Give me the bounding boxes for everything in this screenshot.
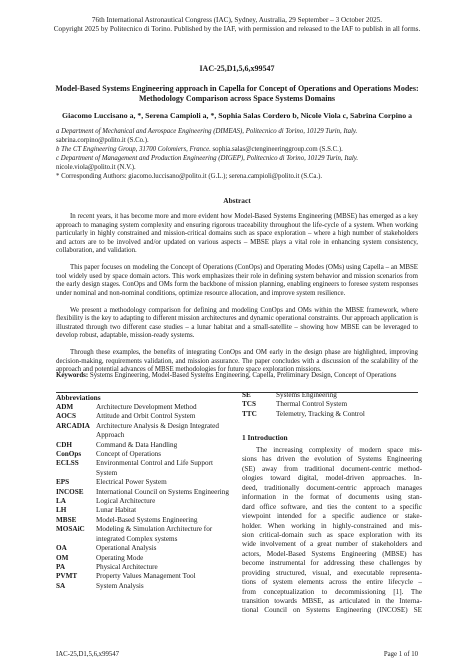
abbreviations-table-left xyxy=(56,403,232,591)
abbreviation-term: MOSAiC xyxy=(56,525,85,534)
abbreviation-row xyxy=(56,497,232,506)
abbreviation-term: INCOSE xyxy=(56,487,84,496)
abbreviation-definition: Logical Architecture xyxy=(96,497,156,506)
abbreviation-definition: Architecture Development Method xyxy=(96,403,197,411)
introduction-line: The increasing complexity of modern space mis- xyxy=(256,446,422,454)
footer-paper-id: IAC-25,D1,5,6,x99547 xyxy=(56,651,120,658)
introduction-line: sions has driven the evolution of Systems Engineering xyxy=(242,455,422,464)
abbreviation-definition: International Council on Systems Engineering xyxy=(96,487,229,496)
abstract-body xyxy=(56,213,418,375)
corresponding-authors: * Corresponding Authors: giacomo.luccisano@polito.it (G.L.); serena.campioli@polito.it (S.Ca.). xyxy=(56,172,323,180)
author-list: Giacomo Luccisano a, *, Serena Campioli a, *, Sophia Salas Cordero b, Nicole Viola c, Sabrina Corpino a xyxy=(62,111,412,120)
abbreviations-right-column xyxy=(242,391,422,419)
affiliation-b: b The CT Engineering Group, 31700 Colomiers, France. sophia.salas@ctengineeringgroup.com (S.S.C.). xyxy=(56,145,343,153)
abbreviation-definition: Physical Architecture xyxy=(96,562,158,571)
abbreviation-term: AOCS xyxy=(56,412,76,421)
abbreviation-term: CDH xyxy=(56,440,72,449)
footer-page-number: Page 1 of 10 xyxy=(383,651,418,658)
introduction-line: sion critical-domain such as space exploration with its xyxy=(242,530,422,539)
header-line-1: 76th International Astronautical Congress (IAC), Sydney, Australia, 29 September – 3 October 2025. xyxy=(91,16,383,24)
abbreviation-definition: Lunar Habitat xyxy=(96,506,137,515)
abbreviation-definition: Operating Mode xyxy=(96,553,144,562)
abbreviation-definition: Model-Based Systems Engineering xyxy=(96,515,198,524)
introduction-line: actors, Model-Based Systems Engineering (MBSE) has xyxy=(242,549,422,558)
abbreviation-row xyxy=(56,450,232,459)
abbreviation-row xyxy=(56,403,232,412)
abbreviation-row xyxy=(56,478,232,487)
introduction-line: viewpoint intended for a specific audience or stake- xyxy=(242,512,422,521)
paper-title xyxy=(40,84,434,104)
introduction-line: from conceptualization to decommissioning [1]. The xyxy=(242,587,422,596)
abbreviation-term: ConOps xyxy=(56,450,82,459)
abbreviation-definition: Modeling & Simulation Architecture for integrated Complex systems xyxy=(96,525,213,543)
abbreviation-row xyxy=(56,544,232,553)
abbreviations-left-column xyxy=(56,403,232,591)
abbreviation-definition: System Analysis xyxy=(96,581,144,590)
abbreviation-definition: Telemetry, Tracking & Control xyxy=(276,409,365,418)
abstract-paragraph: This paper focuses on modeling the Concept of Operations (ConOps) and Operating Modes (OMs) using Capella – an MBSE tool widely used by space domain actors. This work emphasizes their role in defining system behavior and mission scenarios from the early design stages. ConOps and OMs form the backbone of mission planning, enabling engineers to foresee system responses under nominal and non-nominal conditions, optimize resource allocation, and improve system resilience. xyxy=(56,264,418,297)
abbreviation-row xyxy=(56,459,232,478)
abbreviation-term: ADM xyxy=(56,403,74,411)
affiliation-a-email: sabrina.corpino@polito.it (S.Co.). xyxy=(56,136,149,144)
abbreviation-definition: Environmental Control and Life Support System xyxy=(96,459,213,477)
abstract-paragraph: Through these examples, the benefits of integrating ConOps and OM early in the design phase are highlighted, improving decision-making, requirements validation, and mission assurance. The paper concludes with a discussion of the scalability of the approach and potential advances of MBSE methodologies for future space exploration missions. xyxy=(56,349,418,373)
abbreviation-term: PA xyxy=(56,562,66,571)
introduction-line: deed, traditionally document-centric approach manages xyxy=(242,483,422,492)
introduction-line: information in the format of documents using stan- xyxy=(242,493,422,502)
abbreviation-term: SA xyxy=(56,581,66,590)
abbreviation-term: LH xyxy=(56,506,67,515)
introduction-line: providing structured, visual, and executable representa- xyxy=(242,568,422,577)
abbreviation-term: OA xyxy=(56,544,67,553)
introduction-line: ologies toward digital, model-driven approaches. In- xyxy=(242,474,422,483)
abbreviation-row xyxy=(242,410,365,419)
introduction-line: tions of system elements across the entire lifecycle – xyxy=(242,578,422,587)
abbreviation-definition: Property Values Management Tool xyxy=(96,572,196,581)
abbreviation-term: OM xyxy=(56,553,69,562)
abbreviations-table-right xyxy=(242,391,365,419)
title-line-2: Methodology Comparison across Space Systems Domains xyxy=(138,93,336,103)
abbreviation-definition: Systems Engineering xyxy=(276,391,337,399)
abbreviation-term: ECLSS xyxy=(56,459,79,468)
abbreviation-definition: Attitude and Orbit Control System xyxy=(96,412,196,421)
paper-id: IAC-25,D1,5,6,x99547 xyxy=(199,64,275,73)
header-line-2: Copyright 2025 by Politecnico di Torino. Published by the IAF, with permission and released to the IAF to publish in all forms. xyxy=(53,25,421,34)
abbreviation-row xyxy=(56,441,232,450)
abbreviation-row xyxy=(242,400,365,409)
abbreviation-term: TTC xyxy=(242,409,257,418)
title-line-1: Model-Based Systems Engineering approach in Capella for Concept of Operations and Operations Modes: xyxy=(55,84,419,93)
abbreviation-definition: Thermal Control System xyxy=(276,400,348,409)
abbreviation-term: ARCADIA xyxy=(56,421,90,430)
abbreviation-term: TCS xyxy=(242,400,256,409)
section-heading-introduction: 1 Introduction xyxy=(242,433,288,442)
abbreviation-term: SE xyxy=(242,391,251,399)
introduction-line: (SE) away from traditional document-centric method- xyxy=(242,464,422,473)
abbreviations-heading: Abbreviations xyxy=(56,393,101,402)
abbreviation-row xyxy=(56,554,232,563)
abbreviation-row xyxy=(56,563,232,572)
abbreviation-row xyxy=(56,422,232,441)
abbreviation-definition: Architecture Analysis & Design Integrated Approach xyxy=(96,421,219,440)
abbreviation-term: LA xyxy=(56,497,66,506)
abbreviation-term: EPS xyxy=(56,478,70,487)
abbreviation-definition: Command & Data Handling xyxy=(96,440,178,449)
abbreviation-term: MBSE xyxy=(56,515,77,524)
abstract-paragraph: We present a methodology comparison for defining and modeling ConOps and OMs within the MBSE framework, where flexibility is the key to adapting to different mission architectures and dynamic operational constraints. Our approach application is illustrated through two different case studies – a lunar habitat and a small-satellite – showing how MBSE can be leveraged to develop robust, adaptable, mission-ready systems. xyxy=(56,306,418,339)
introduction-line: holder. When working in highly-constrained and mis- xyxy=(242,521,422,530)
introduction-line: dard office software, and ties the content to a specific xyxy=(242,502,422,511)
keywords-label: Keywords: xyxy=(56,372,89,379)
introduction-line: wide involvement of a great number of stakeholders and xyxy=(242,540,422,549)
affiliations xyxy=(56,128,456,181)
abstract-heading: Abstract xyxy=(223,196,251,205)
abbreviation-row xyxy=(56,525,232,544)
abbreviation-definition: Concept of Operations xyxy=(96,450,162,459)
conference-header xyxy=(24,16,450,35)
affiliation-c-email: nicole.viola@polito.it (N.V.). xyxy=(56,163,136,171)
introduction-body xyxy=(242,446,422,616)
abstract-paragraph: In recent years, it has become more and more evident how Model-Based Systems Engineering (MBSE) has emerged as a key approach to managing system complexity and ensuring rigorous traceability throughout the life-cycle of a system. When working particularly in highly constrained and mission-critical domains such as space exploration – where a high number of stakeholders and actors are to be involved and/or updated on various aspects – MBSE plays a vital role in enhancing system consistency, collaboration, and validation. xyxy=(56,213,418,254)
abbreviation-definition: Operational Analysis xyxy=(96,544,157,553)
introduction-line: transition towards MBSE, as articulated in the Interna- xyxy=(242,597,422,605)
affiliation-a: a Department of Mechanical and Aerospace Engineering (DIMEAS), Politecnico di Torino, 10129 Turin, Italy. xyxy=(56,128,358,135)
abbreviation-row xyxy=(56,572,232,581)
keywords-text: Systems Engineering, Model-Based Systems Engineering, Capella, Preliminary Design, Concept of Operations xyxy=(89,372,397,379)
abbreviation-row xyxy=(56,516,232,525)
abbreviation-row xyxy=(56,582,232,591)
abbreviation-row xyxy=(242,391,365,400)
keywords xyxy=(56,372,418,381)
abbreviation-definition: Electrical Power System xyxy=(96,478,167,487)
introduction-line: tional Council on Systems Engineering (INCOSE) SE xyxy=(242,606,422,615)
abbreviation-row xyxy=(56,506,232,515)
abbreviation-row xyxy=(56,412,232,421)
introduction-line: become instrumental for addressing these challenges by xyxy=(242,559,422,568)
abbreviation-row xyxy=(56,488,232,497)
abbreviation-term: PVMT xyxy=(56,572,78,581)
affiliation-c: c Department of Management and Production Engineering (DIGEP), Politecnico di Torino, 10129 Turin, Italy. xyxy=(56,154,359,162)
